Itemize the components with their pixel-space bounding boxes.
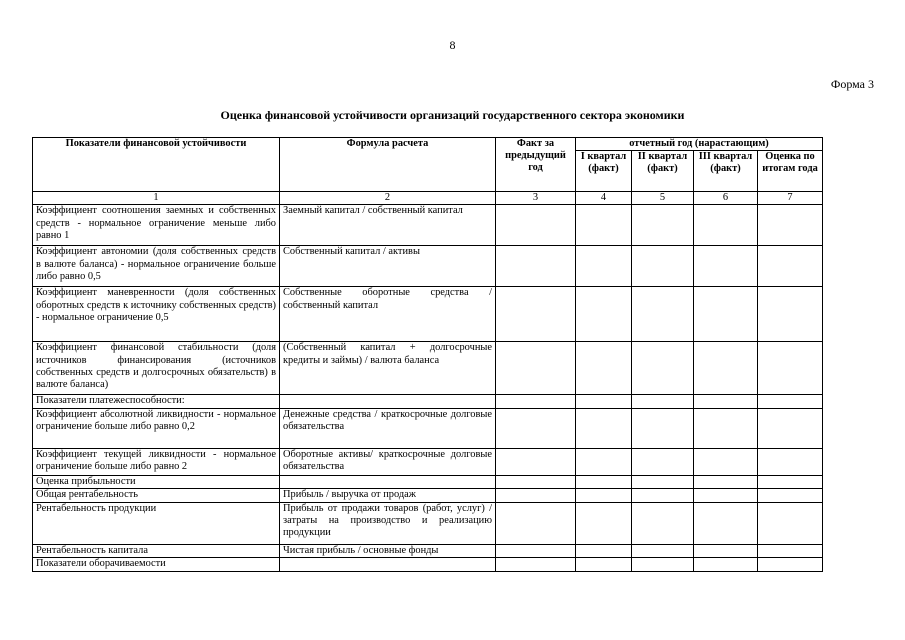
indicator-cell: Показатели платежеспособности: (33, 395, 280, 408)
value-cell[interactable] (632, 475, 694, 488)
formula-cell: Прибыль от продажи товаров (работ, услуг) / затраты на производство и реализацию продукции (280, 502, 496, 544)
header-q1: I квартал (факт) (576, 151, 632, 192)
value-cell[interactable] (496, 205, 576, 246)
table-row (33, 502, 823, 544)
formula-cell: Заемный капитал / собственный капитал (280, 205, 496, 246)
value-cell[interactable] (576, 395, 632, 408)
indicator-cell: Оценка прибыльности (33, 475, 280, 488)
value-cell[interactable] (496, 342, 576, 395)
header-indicators: Показатели финансовой устойчивости (33, 138, 280, 192)
value-cell[interactable] (576, 488, 632, 502)
value-cell[interactable] (694, 475, 758, 488)
value-cell[interactable] (496, 246, 576, 287)
value-cell[interactable] (758, 205, 823, 246)
column-number: 2 (280, 192, 496, 205)
financial-stability-table (32, 137, 823, 572)
value-cell[interactable] (758, 408, 823, 448)
value-cell[interactable] (694, 544, 758, 557)
value-cell[interactable] (694, 246, 758, 287)
value-cell[interactable] (694, 287, 758, 342)
table-row (33, 395, 823, 408)
column-number: 5 (632, 192, 694, 205)
value-cell[interactable] (632, 287, 694, 342)
indicator-cell: Коэффициент финансовой стабильности (доля источников финансирования (источников собственных средств и долгосрочных обязательств) в валюте баланса) (33, 342, 280, 395)
value-cell[interactable] (496, 488, 576, 502)
column-number: 6 (694, 192, 758, 205)
table-row (33, 558, 823, 572)
value-cell[interactable] (576, 475, 632, 488)
value-cell[interactable] (758, 488, 823, 502)
column-number: 3 (496, 192, 576, 205)
formula-cell (280, 558, 496, 572)
page-number: 8 (449, 38, 456, 52)
value-cell[interactable] (496, 408, 576, 448)
value-cell[interactable] (632, 205, 694, 246)
value-cell[interactable] (694, 408, 758, 448)
indicator-cell: Коэффициент автономии (доля собственных средств в валюте баланса) - нормальное ограничение больше либо равно 0,5 (33, 246, 280, 287)
indicator-cell: Коэффициент текущей ликвидности - нормальное ограничение больше либо равно 2 (33, 448, 280, 475)
value-cell[interactable] (758, 342, 823, 395)
value-cell[interactable] (758, 544, 823, 557)
value-cell[interactable] (496, 544, 576, 557)
value-cell[interactable] (758, 287, 823, 342)
value-cell[interactable] (496, 448, 576, 475)
value-cell[interactable] (576, 558, 632, 572)
value-cell[interactable] (694, 488, 758, 502)
header-previous-year-fact: Факт за предыдущий год (496, 138, 576, 192)
table-row (33, 544, 823, 557)
indicator-cell: Коэффициент соотношения заемных и собственных средств - нормальное ограничение меньше либо равно 1 (33, 205, 280, 246)
formula-cell (280, 395, 496, 408)
formula-cell: Собственный капитал / активы (280, 246, 496, 287)
value-cell[interactable] (758, 246, 823, 287)
indicator-cell: Показатели оборачиваемости (33, 558, 280, 572)
indicator-cell: Рентабельность капитала (33, 544, 280, 557)
value-cell[interactable] (576, 408, 632, 448)
formula-cell: Оборотные активы/ краткосрочные долговые обязательства (280, 448, 496, 475)
header-formula: Формула расчета (280, 138, 496, 192)
value-cell[interactable] (632, 448, 694, 475)
formula-cell: Чистая прибыль / основные фонды (280, 544, 496, 557)
value-cell[interactable] (632, 395, 694, 408)
indicator-cell: Коэффициент маневренности (доля собственных оборотных средств к источнику собственных средств) - нормальное ограничение 0,5 (33, 287, 280, 342)
header-reporting-year: отчетный год (нарастающим) (576, 138, 823, 151)
value-cell[interactable] (576, 342, 632, 395)
formula-cell: Прибыль / выручка от продаж (280, 488, 496, 502)
value-cell[interactable] (576, 544, 632, 557)
formula-cell: Собственные оборотные средства / собственный капитал (280, 287, 496, 342)
header-q2: II квартал (факт) (632, 151, 694, 192)
value-cell[interactable] (632, 408, 694, 448)
indicator-cell: Рентабельность продукции (33, 502, 280, 544)
indicator-cell: Общая рентабельность (33, 488, 280, 502)
value-cell[interactable] (632, 488, 694, 502)
table-row (33, 448, 823, 475)
value-cell[interactable] (496, 558, 576, 572)
value-cell[interactable] (632, 502, 694, 544)
value-cell[interactable] (496, 287, 576, 342)
value-cell[interactable] (694, 558, 758, 572)
value-cell[interactable] (758, 558, 823, 572)
formula-cell: (Собственный капитал + долгосрочные кредиты и займы) / валюта баланса (280, 342, 496, 395)
table-row (33, 488, 823, 502)
table-row (33, 475, 823, 488)
value-cell[interactable] (758, 448, 823, 475)
table-row (33, 246, 823, 287)
value-cell[interactable] (632, 544, 694, 557)
table-row (33, 287, 823, 342)
value-cell[interactable] (496, 475, 576, 488)
value-cell[interactable] (576, 205, 632, 246)
formula-cell: Денежные средства / краткосрочные долговые обязательства (280, 408, 496, 448)
value-cell[interactable] (694, 395, 758, 408)
value-cell[interactable] (758, 475, 823, 488)
column-number: 7 (758, 192, 823, 205)
value-cell[interactable] (694, 342, 758, 395)
value-cell[interactable] (576, 287, 632, 342)
value-cell[interactable] (758, 395, 823, 408)
value-cell[interactable] (758, 502, 823, 544)
column-number: 1 (33, 192, 280, 205)
table-row (33, 205, 823, 246)
column-number: 4 (576, 192, 632, 205)
header-q3: III квартал (факт) (694, 151, 758, 192)
indicator-cell: Коэффициент абсолютной ликвидности - нормальное ограничение больше либо равно 0,2 (33, 408, 280, 448)
value-cell[interactable] (632, 558, 694, 572)
value-cell[interactable] (632, 246, 694, 287)
value-cell[interactable] (632, 342, 694, 395)
value-cell[interactable] (576, 448, 632, 475)
table-row (33, 342, 823, 395)
value-cell[interactable] (496, 395, 576, 408)
value-cell[interactable] (576, 246, 632, 287)
value-cell[interactable] (694, 502, 758, 544)
value-cell[interactable] (694, 448, 758, 475)
value-cell[interactable] (694, 205, 758, 246)
value-cell[interactable] (576, 502, 632, 544)
document-title: Оценка финансовой устойчивости организаций государственного сектора экономики (220, 108, 685, 122)
table-row (33, 408, 823, 448)
header-year-estimate: Оценка по итогам года (758, 151, 823, 192)
formula-cell (280, 475, 496, 488)
value-cell[interactable] (496, 502, 576, 544)
form-label: Форма 3 (830, 77, 874, 91)
